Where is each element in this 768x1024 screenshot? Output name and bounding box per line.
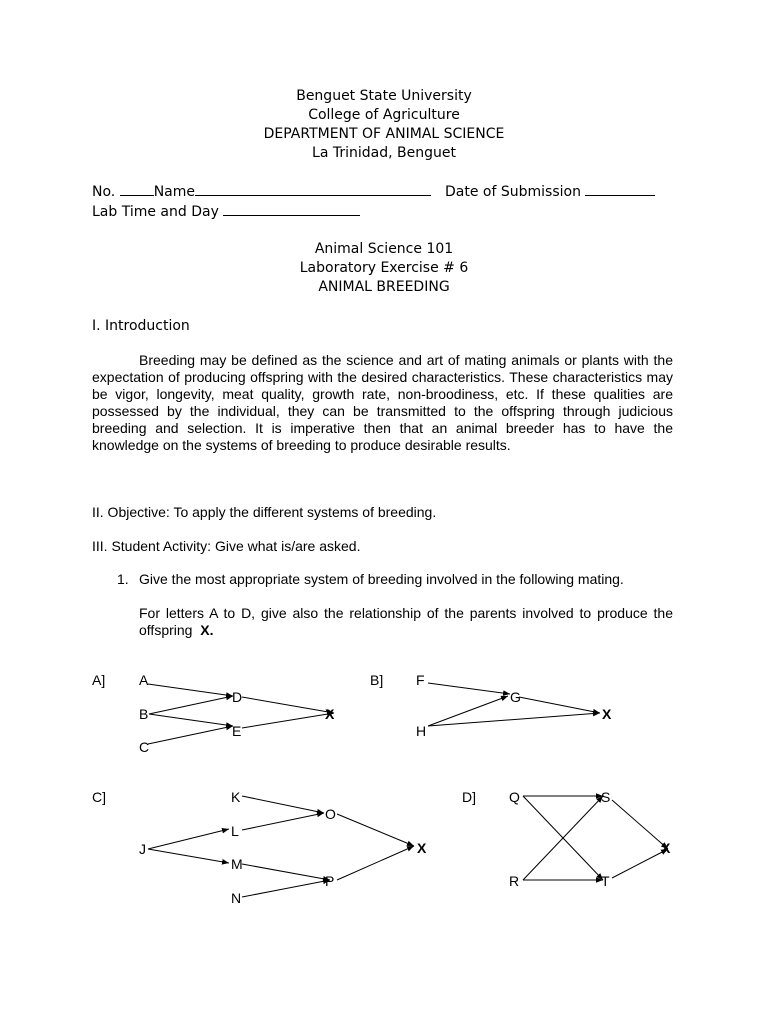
no-label: No. bbox=[92, 184, 116, 200]
date-label: Date of Submission bbox=[445, 184, 581, 200]
node-c-x: X bbox=[417, 840, 427, 856]
location: La Trinidad, Benguet bbox=[312, 145, 456, 161]
node-c: C bbox=[139, 739, 150, 755]
node-g: G bbox=[510, 689, 521, 705]
node-n: N bbox=[231, 890, 242, 906]
node-h: H bbox=[416, 723, 427, 739]
college-name: College of Agriculture bbox=[308, 107, 460, 123]
offspring-x: X. bbox=[200, 622, 214, 638]
introduction-heading: I. Introduction bbox=[92, 318, 190, 334]
node-d-x: X bbox=[661, 840, 671, 856]
diagram-d-label: D] bbox=[462, 789, 476, 805]
objective: II. Objective: To apply the different systems of breeding. bbox=[92, 504, 437, 520]
node-b-x: X bbox=[602, 706, 612, 722]
university-name: Benguet State University bbox=[296, 88, 472, 104]
node-s: S bbox=[601, 789, 611, 805]
node-k: K bbox=[231, 789, 241, 805]
diagram-c-label: C] bbox=[92, 789, 106, 805]
node-f: F bbox=[416, 672, 425, 688]
node-q: Q bbox=[509, 789, 520, 805]
introduction-paragraph: Breeding may be defined as the science and art of mating animals or plants with the expectation of producing offspring with the desired characteristics. These characteristics may be vigor, longevity, meat quality, growth rate, non-broodiness, etc. If these qualities are possessed by the individual, they can be transmitted to the offspring through judicious breeding and selection. It is imperative then that an animal breeder has to have the knowledge on the systems of breeding to produce desirable results. bbox=[92, 352, 673, 453]
node-e: E bbox=[232, 723, 242, 739]
node-o: O bbox=[325, 806, 336, 822]
name-label: Name bbox=[153, 184, 196, 200]
exercise-title: ANIMAL BREEDING bbox=[318, 279, 450, 295]
node-a-x: X bbox=[325, 706, 335, 722]
node-p: P bbox=[325, 873, 335, 889]
node-b: B bbox=[139, 706, 149, 722]
diagram-a-label: A] bbox=[92, 672, 106, 688]
item-line-1: Give the most appropriate system of breeding involved in the following mating. bbox=[139, 571, 624, 587]
node-j: J bbox=[139, 841, 146, 857]
labtime-label: Lab Time and Day bbox=[92, 204, 219, 220]
node-r: R bbox=[509, 873, 520, 889]
node-m: M bbox=[231, 856, 243, 872]
item-line-2-text: For letters A to D, give also the relationship of the parents involved to produce the offspring bbox=[139, 605, 673, 638]
node-l: L bbox=[231, 823, 239, 839]
course-code: Animal Science 101 bbox=[314, 241, 454, 257]
item-number: 1. bbox=[117, 571, 129, 587]
node-a: A bbox=[139, 672, 149, 688]
node-t: T bbox=[601, 873, 610, 889]
department-name: DEPARTMENT OF ANIMAL SCIENCE bbox=[263, 126, 505, 142]
diagram-b-label: B] bbox=[370, 672, 384, 688]
student-activity: III. Student Activity: Give what is/are asked. bbox=[92, 538, 361, 554]
exercise-number: Laboratory Exercise # 6 bbox=[299, 260, 469, 276]
node-d: D bbox=[232, 689, 243, 705]
